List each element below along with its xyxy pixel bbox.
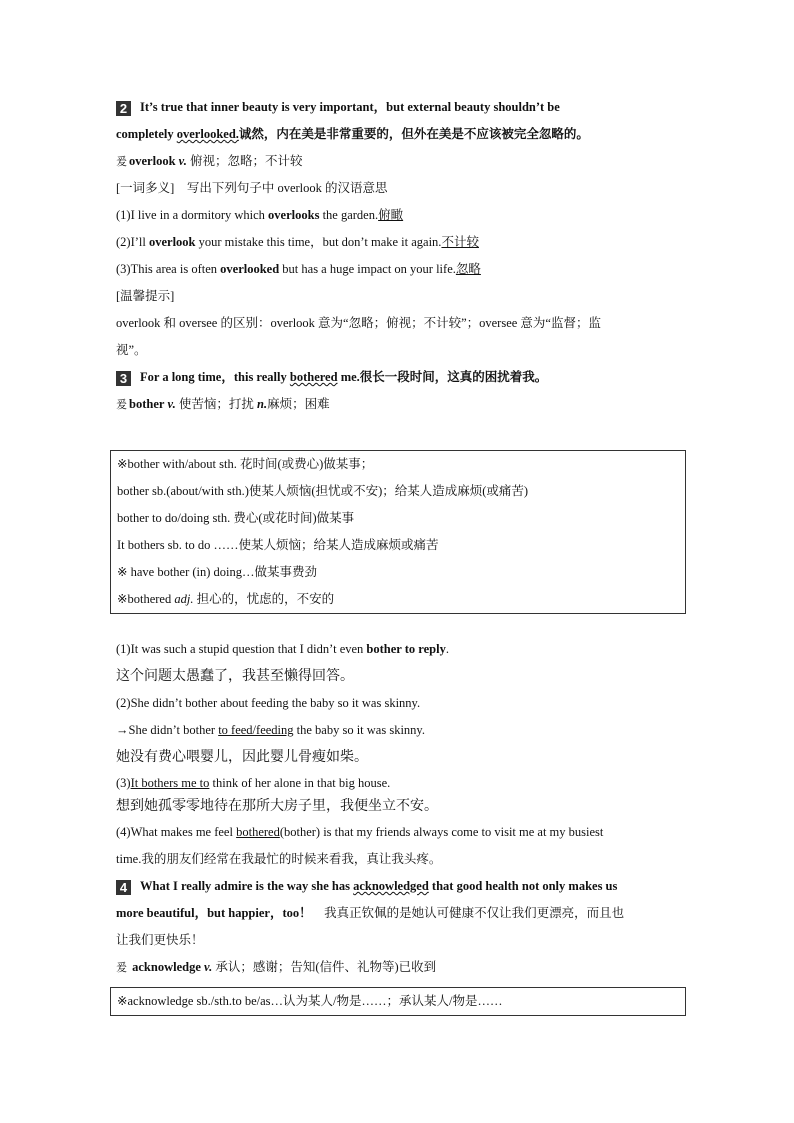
item3-example-3 <box>116 771 678 795</box>
item-number-badge: 4 <box>116 880 131 895</box>
item-number-badge: 2 <box>116 101 131 116</box>
item3-key-word: bothered <box>289 370 338 384</box>
box-line-6-adj: adj. <box>174 592 194 606</box>
item4-pos: v. <box>204 960 213 974</box>
item2-tag: 爰 <box>116 156 127 168</box>
item2-ex3-answer: 忽略 <box>455 262 481 276</box>
item2-sentence-line1 <box>116 94 678 121</box>
item3-example-2-rewrite <box>116 717 678 744</box>
item2-ex2-post: your mistake this time，but don’t make it again. <box>195 235 442 249</box>
item2-ex3-post: but has a huge impact on your life. <box>279 262 456 276</box>
item3-examples <box>116 636 678 981</box>
item2-word: overlook <box>129 154 176 168</box>
item3-example-1 <box>116 636 678 663</box>
item3-sentence-pre: For a long time，this really <box>140 370 290 384</box>
item3-sentence-post: me. <box>337 370 360 384</box>
item3-ex2-answer: to feed/feeding <box>218 723 294 737</box>
box-line-2: bother sb.(about/with sth.)使某人烦恼(担忧或不安)；给某人造成麻烦(或痛苦) <box>117 484 529 498</box>
item3-tag: 爰 <box>116 399 127 411</box>
item4-meaning: 承认；感谢；告知(信件、礼物等)已收到 <box>215 960 437 974</box>
item4-translation-line1: 我真正钦佩的是她认可健康不仅让我们更漂亮，而且也 <box>311 906 625 920</box>
item3-ex1-post: . <box>445 642 449 656</box>
item3-meaning-a: 使苦恼；打扰 <box>178 397 258 411</box>
item2-ex3-bold: overlooked <box>220 262 280 276</box>
item2-example-3 <box>116 256 678 283</box>
item2-sentence-part1: It’s true that inner beauty is very important，but external beauty shouldn’t be <box>140 100 560 114</box>
item3-definition <box>116 391 678 418</box>
acknowledge-usage-box <box>110 987 686 1016</box>
item2-translation: 诚然，内在美是非常重要的，但外在美是不应该被完全忽略的。 <box>238 127 589 141</box>
item3-meaning-b: 麻烦；困难 <box>267 397 330 411</box>
item3-ex1-text: (1)It was such a stupid question that I didn’t even <box>116 642 367 656</box>
item3-pos: v. <box>167 397 176 411</box>
item2-meaning: 俯视；忽略；不计较 <box>190 154 303 168</box>
item2-example-1 <box>116 202 678 229</box>
item2-ex1-text: (1)I live in a dormitory which <box>116 208 269 222</box>
item3-translation: 很长一段时间，这真的困扰着我。 <box>359 370 548 384</box>
bother-usage-box <box>110 450 686 614</box>
item3-ex3-cn: 想到她孤零零地待在那所大房子里，我便坐立不安。 <box>116 799 438 814</box>
item4-key-word: acknowledged <box>353 879 429 893</box>
box-line-4: It bothers sb. to do ……使某人烦恼；给某人造成麻烦或痛苦 <box>117 538 439 552</box>
item3-example-4-line2: time.我的朋友们经常在我最忙的时候来看我，真让我头疼。 <box>116 852 442 866</box>
item2-sentence-part2: completely <box>116 127 177 141</box>
item4-sentence-pre: What I really admire is the way she has <box>140 879 354 893</box>
item2-ex1-bold: overlooks <box>268 208 320 222</box>
item-number-badge: 3 <box>116 371 131 386</box>
item4-sentence-line2-text: more beautiful，but happier，too！ <box>116 906 312 920</box>
item2-ex2-answer: 不计较 <box>441 235 479 249</box>
item3-ex4-answer: bothered <box>236 825 280 839</box>
item3-ex3-pre: (3) <box>116 776 131 790</box>
item3-ex3-answer: It bothers me to <box>130 776 210 790</box>
item2-ex3-text: (3)This area is often <box>116 262 221 276</box>
box-line-5: ※ have bother (in) doing…做某事费劲 <box>117 565 318 579</box>
item4-definition <box>116 954 678 981</box>
item2-tip-line2: 视”。 <box>116 343 147 357</box>
item4-sentence-line2 <box>116 900 678 927</box>
document-page <box>116 94 678 418</box>
item4-word: acknowledge <box>132 960 201 974</box>
box-line-6-meaning: 担心的，忧虑的，不安的 <box>193 592 335 606</box>
item4-tag: 爰 <box>116 962 127 974</box>
box-line-6-text: ※bothered <box>117 592 175 606</box>
item2-ex1-answer: 俯瞰 <box>378 208 404 222</box>
item2-heading: [一词多义] 写出下列句子中 overlook 的汉语意思 <box>116 181 388 195</box>
item2-key-word: overlooked. <box>176 127 239 141</box>
item2-tip-heading: [温馨提示] <box>116 289 175 303</box>
item2-ex1-post: the garden. <box>319 208 379 222</box>
item3-sentence <box>116 364 678 391</box>
item4-sentence-post: that good health not only makes us <box>428 879 618 893</box>
item3-ex4-pre: (4)What makes me feel <box>116 825 237 839</box>
item3-example-2: (2)She didn’t bother about feeding the baby so it was skinny. <box>116 696 421 710</box>
item3-ex2-post: the baby so it was skinny. <box>293 723 425 737</box>
item4-translation-line2: 让我们更快乐！ <box>116 933 204 947</box>
item3-ex1-cn: 这个问题太愚蠢了，我甚至懒得回答。 <box>116 669 354 684</box>
item2-example-2 <box>116 229 678 256</box>
item3-ex3-post: think of her alone in that big house. <box>209 776 391 790</box>
item2-definition <box>116 148 678 175</box>
item3-ex2-pre: →She didn’t bother <box>116 723 219 737</box>
item3-ex4-post: (bother) is that my friends always come to visit me at my busiest <box>279 825 604 839</box>
item3-ex1-bold: bother to reply <box>366 642 446 656</box>
item3-ex2-cn: 她没有费心喂婴儿，因此婴儿骨瘦如柴。 <box>116 750 368 765</box>
item4-sentence-line1 <box>116 873 678 900</box>
box-line-6 <box>111 586 685 613</box>
box-line-1: ※bother with/about sth. 花时间(或费心)做某事； <box>117 457 374 471</box>
item3-pos2: n. <box>257 397 268 411</box>
box-line-3: bother to do/doing sth. 费心(或花时间)做某事 <box>117 511 355 525</box>
item2-ex2-text: (2)I’ll <box>116 235 149 249</box>
item2-ex2-bold: overlook <box>148 235 196 249</box>
item2-sentence-line2 <box>116 121 678 148</box>
box2-line: ※acknowledge sb./sth.to be/as…认为某人/物是……；承认某人/物是…… <box>117 994 503 1008</box>
item2-pos: v. <box>178 154 187 168</box>
item3-word: bother <box>129 397 165 411</box>
item2-tip-line1: overlook 和 oversee 的区别：overlook 意为“忽略；俯视；不计较”；oversee 意为“监督；监 <box>116 316 601 330</box>
item3-example-4 <box>116 819 678 846</box>
